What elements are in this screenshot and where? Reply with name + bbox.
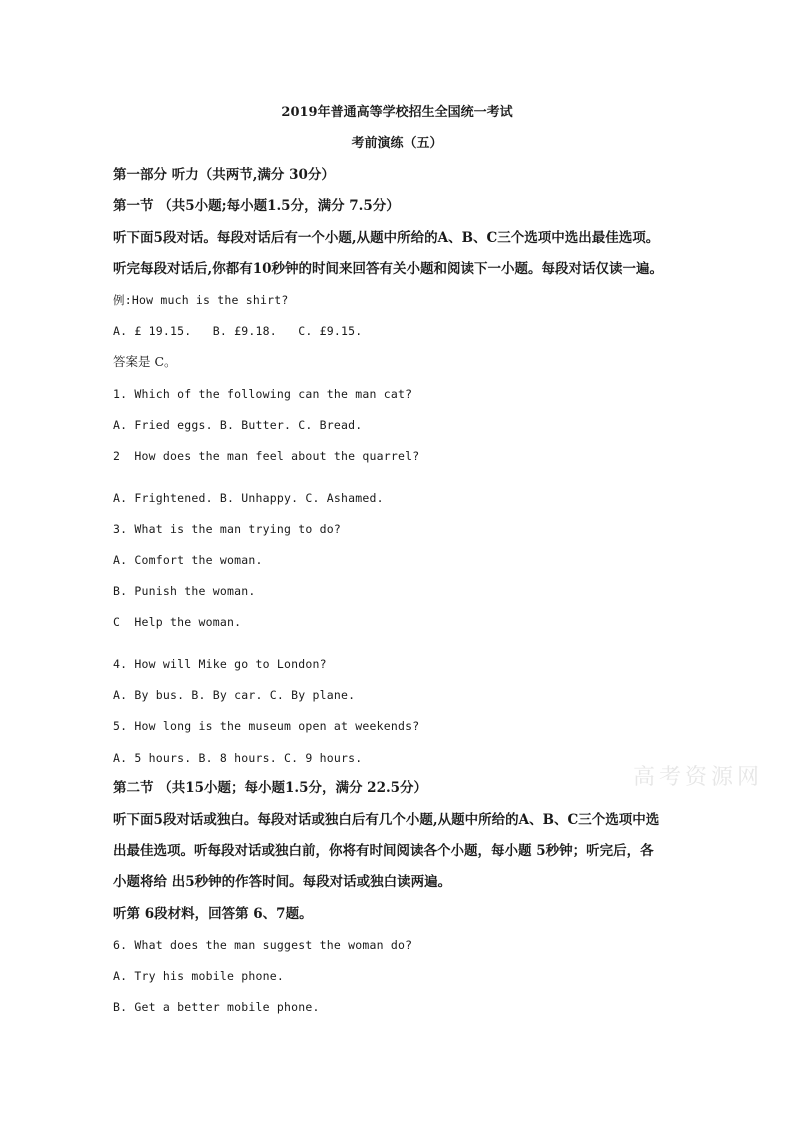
question-3-option-a: A. Comfort the woman. [113,553,263,567]
section2-heading: 第二节 （共15小题；每小题1.5分，满分 22.5分） [113,780,428,796]
exam-title: 2019年普通高等学校招生全国统一考试 [281,105,513,120]
question-3: 3. What is the man trying to do? [113,522,341,536]
section2-instruction-2: 出最佳选项。听每段对话或独白前，你将有时间阅读各个小题，每小题 5秒钟；听完后，各 [113,843,654,859]
watermark: 高考资源网 [633,765,764,790]
question-2-options: A. Frightened. B. Unhappy. C. Ashamed. [113,491,384,505]
question-3-option-b: B. Punish the woman. [113,584,256,598]
question-1: 1. Which of the following can the man cat? [113,387,413,401]
section1-instruction-1: 听下面5段对话。每段对话后有一个小题,从题中所给的A、B、C三个选项中选出最佳选项。 [113,230,660,246]
example-options: A. £ 19.15. B. £9.18. C. £9.15. [113,324,363,338]
question-6-option-b: B. Get a better mobile phone. [113,1000,320,1014]
question-5-options: A. 5 hours. B. 8 hours. C. 9 hours. [113,751,363,765]
exam-subtitle: 考前演练（五） [351,136,443,151]
section2-instruction-3: 小题将给 出5秒钟的作答时间。每段对话或独白读两遍。 [113,874,452,890]
question-3-option-c: C Help the woman. [113,615,242,629]
question-5: 5. How long is the museum open at weekends? [113,719,420,733]
part1-heading: 第一部分 听力（共两节,满分 30分） [113,167,335,183]
question-6: 6. What does the man suggest the woman do? [113,938,413,952]
question-1-options: A. Fried eggs. B. Butter. C. Bread. [113,418,363,432]
question-4-options: A. By bus. B. By car. C. By plane. [113,688,356,702]
section2-instruction-1: 听下面5段对话或独白。每段对话或独白后有几个小题,从题中所给的A、B、C三个选项中选 [113,812,660,828]
section1-instruction-2: 听完每段对话后,你都有10秒钟的时间来回答有关小题和阅读下一小题。每段对话仅读一遍。 [113,261,663,277]
material-heading: 听第 6段材料，回答第 6、7题。 [113,906,313,922]
example-question: 例:How much is the shirt? [113,293,289,307]
question-6-option-a: A. Try his mobile phone. [113,969,284,983]
section1-heading: 第一节 （共5小题;每小题1.5分，满分 7.5分） [113,198,400,214]
example-answer: 答案是 C。 [113,354,177,369]
question-2: 2 How does the man feel about the quarrel? [113,449,420,463]
question-4: 4. How will Mike go to London? [113,657,327,671]
